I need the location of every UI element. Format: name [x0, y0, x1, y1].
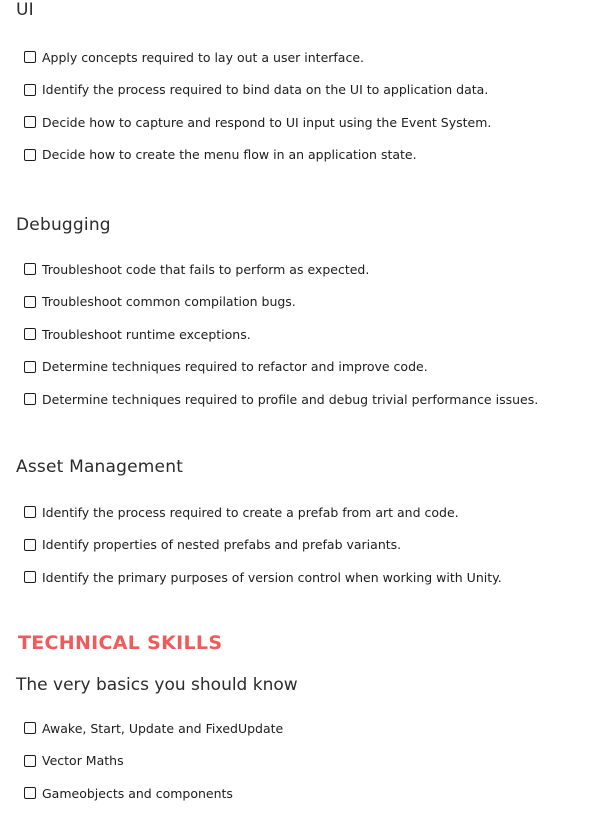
list-item-text: Troubleshoot code that fails to perform as expected. — [42, 261, 370, 277]
section-heading-asset-management: Asset Management — [16, 457, 184, 477]
list-item — [24, 41, 491, 74]
checkbox[interactable] — [24, 539, 36, 551]
checkbox[interactable] — [24, 116, 36, 128]
list-item — [24, 745, 283, 778]
list-item — [24, 496, 502, 529]
list-item-text: Awake, Start, Update and FixedUpdate — [42, 720, 284, 736]
list-item-text: Decide how to create the menu flow in an application state. — [42, 147, 417, 163]
list-item-text: Decide how to capture and respond to UI input using the Event System. — [42, 114, 492, 130]
checkbox[interactable] — [24, 393, 36, 405]
checkbox[interactable] — [24, 84, 36, 96]
list-item-text: Determine techniques required to refactor and improve code. — [42, 359, 428, 375]
section-heading-ui: UI — [16, 0, 34, 20]
list-item-text: Troubleshoot runtime exceptions. — [42, 326, 251, 342]
checkbox[interactable] — [24, 755, 36, 767]
list-item — [24, 139, 491, 172]
checkbox[interactable] — [24, 263, 36, 275]
list-item-text: Identify the process required to create a prefab from art and code. — [42, 504, 459, 520]
checklist-ui — [24, 41, 491, 171]
checklist-technical-skills — [24, 712, 283, 810]
checkbox[interactable] — [24, 328, 36, 340]
section-heading-debugging: Debugging — [16, 215, 111, 235]
checklist-debugging — [24, 253, 538, 416]
checkbox[interactable] — [24, 787, 36, 799]
list-item — [24, 286, 538, 319]
list-item — [24, 383, 538, 416]
list-item — [24, 318, 538, 351]
list-item-text: Identify properties of nested prefabs and prefab variants. — [42, 537, 402, 553]
list-item-text: Vector Maths — [42, 753, 124, 769]
list-item — [24, 561, 502, 594]
checkbox[interactable] — [24, 149, 36, 161]
list-item-text: Gameobjects and components — [42, 785, 233, 801]
technical-skills-subheading: The very basics you should know — [16, 675, 298, 695]
list-item-text: Identify the primary purposes of version control when working with Unity. — [42, 569, 502, 585]
checklist-asset-management — [24, 496, 502, 594]
technical-skills-heading: TECHNICAL SKILLS — [18, 632, 223, 654]
list-item — [24, 106, 491, 139]
list-item-text: Troubleshoot common compilation bugs. — [42, 294, 296, 310]
checkbox[interactable] — [24, 722, 36, 734]
list-item — [24, 529, 502, 562]
list-item — [24, 74, 491, 107]
list-item — [24, 253, 538, 286]
list-item-text: Apply concepts required to lay out a user interface. — [42, 49, 365, 65]
list-item — [24, 712, 283, 745]
list-item-text: Determine techniques required to profile and debug trivial performance issues. — [42, 391, 539, 407]
list-item-text: Identify the process required to bind data on the UI to application data. — [42, 82, 489, 98]
checkbox[interactable] — [24, 506, 36, 518]
list-item — [24, 777, 283, 810]
list-item — [24, 351, 538, 384]
checkbox[interactable] — [24, 571, 36, 583]
checkbox[interactable] — [24, 296, 36, 308]
checkbox[interactable] — [24, 361, 36, 373]
checkbox[interactable] — [24, 51, 36, 63]
